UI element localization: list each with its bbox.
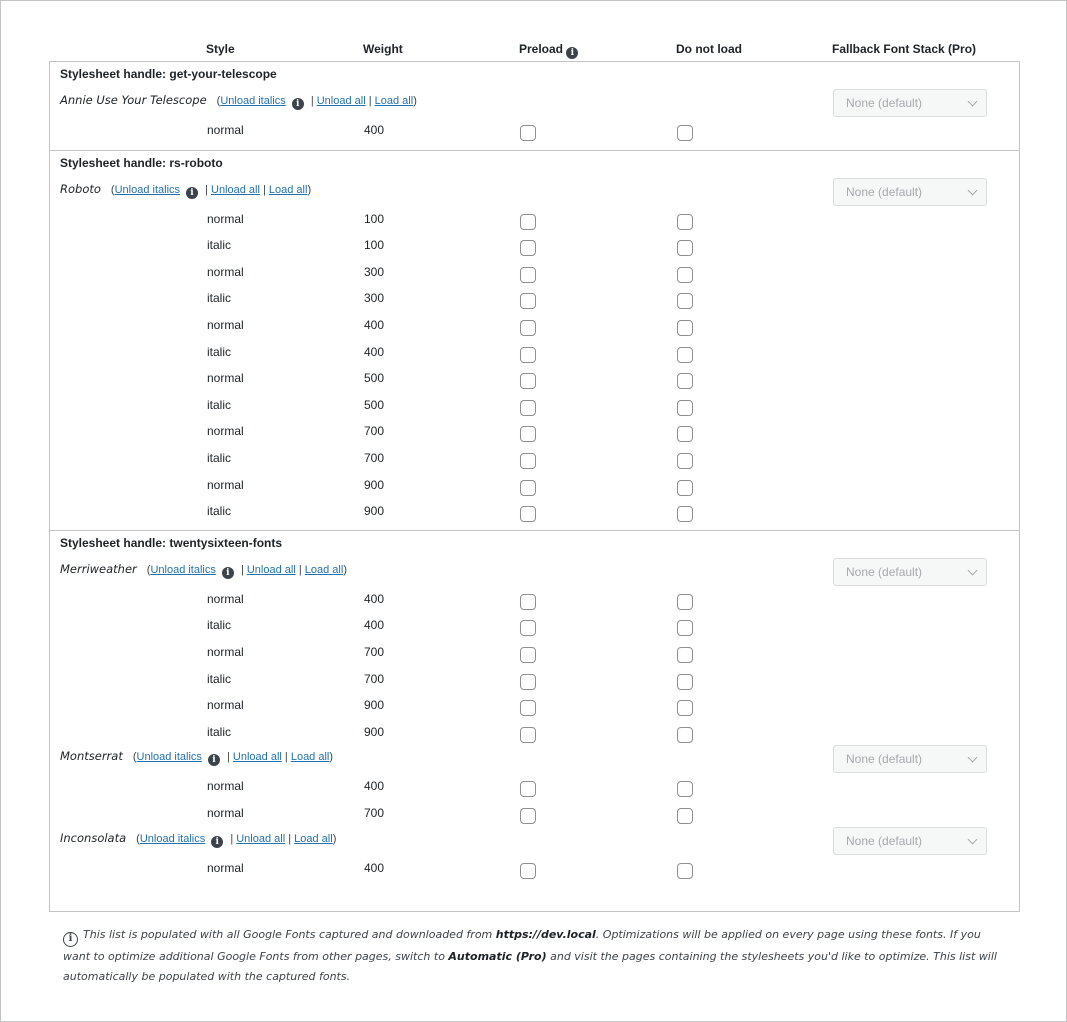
fallback-font-select[interactable]: [833, 178, 987, 206]
variant-style: normal: [207, 211, 244, 226]
font-variant-row: [50, 614, 1019, 640]
variant-style: normal: [207, 371, 244, 386]
font-variant-row: [50, 588, 1019, 614]
font-variant-row: [50, 694, 1019, 720]
variant-style: normal: [207, 698, 244, 713]
stylesheet-section: [50, 530, 1019, 886]
do-not-load-checkbox[interactable]: [677, 727, 693, 743]
variant-style: normal: [207, 424, 244, 439]
variant-style: italic: [207, 671, 232, 686]
preload-checkbox[interactable]: [520, 214, 536, 230]
preload-checkbox[interactable]: [520, 320, 536, 336]
preload-checkbox[interactable]: [520, 125, 536, 141]
fallback-select-value: None (default): [846, 564, 923, 579]
variant-weight: 400: [364, 618, 385, 633]
variant-weight: 700: [364, 805, 385, 820]
info-circle-icon: i: [63, 932, 78, 947]
separator: |: [240, 563, 244, 576]
separator: |: [230, 832, 234, 845]
font-variant-row: [50, 314, 1019, 340]
unload-italics-link[interactable]: Unload italics: [136, 751, 202, 764]
variant-style: italic: [207, 450, 232, 465]
info-icon[interactable]: i: [211, 836, 223, 848]
font-family-name: Inconsolata: [60, 830, 127, 845]
font-variant-row: [50, 857, 1019, 883]
font-variant-row: [50, 775, 1019, 801]
unload-italics-link[interactable]: Unload italics: [220, 95, 286, 107]
paren-close: ): [413, 95, 417, 107]
variant-weight: 300: [364, 264, 385, 279]
font-family-row: [60, 93, 417, 110]
paren-close: ): [329, 751, 334, 764]
fonts-table: [49, 61, 1020, 912]
variant-weight: 700: [364, 644, 385, 659]
variant-style: italic: [207, 291, 232, 306]
separator: |: [205, 183, 208, 196]
font-family-row: [60, 182, 311, 199]
load-all-link[interactable]: Load all: [294, 832, 333, 845]
font-variant-row: [50, 261, 1019, 287]
separator: |: [284, 751, 288, 764]
preload-checkbox[interactable]: [520, 426, 536, 442]
variant-style: normal: [207, 123, 244, 137]
stylesheet-section: [50, 62, 1019, 150]
stylesheet-handle: Stylesheet handle: get-your-telescope: [60, 67, 277, 81]
separator: |: [288, 832, 292, 845]
variant-style: italic: [207, 397, 232, 412]
unload-all-link[interactable]: Unload all: [246, 563, 296, 576]
unload-italics-link[interactable]: Unload italics: [150, 563, 216, 576]
variant-weight: 700: [364, 671, 385, 686]
load-all-link[interactable]: Load all: [268, 183, 308, 196]
font-variant-row: [50, 420, 1019, 446]
preload-checkbox[interactable]: [520, 267, 536, 283]
fallback-select-value: None (default): [846, 184, 923, 199]
font-actions: [111, 184, 311, 196]
do-not-load-checkbox[interactable]: [677, 647, 693, 663]
separator: |: [310, 95, 314, 107]
do-not-load-checkbox[interactable]: [677, 267, 693, 283]
variant-weight: 100: [364, 238, 385, 253]
preload-checkbox[interactable]: [520, 863, 536, 879]
variant-weight: 400: [364, 860, 385, 875]
footnote-mode: Automatic (Pro): [448, 950, 547, 963]
do-not-load-checkbox[interactable]: [677, 808, 693, 824]
do-not-load-checkbox[interactable]: [677, 480, 693, 496]
variant-weight: 700: [364, 450, 385, 465]
do-not-load-checkbox[interactable]: [677, 373, 693, 389]
font-family-name: Annie Use Your Telescope: [60, 93, 207, 107]
do-not-load-checkbox[interactable]: [677, 781, 693, 797]
paren-open: (: [110, 183, 115, 196]
do-not-load-checkbox[interactable]: [677, 506, 693, 522]
chevron-down-icon: [968, 185, 978, 195]
variant-style: normal: [207, 264, 244, 279]
column-style: Style: [206, 42, 235, 56]
variant-weight: 400: [364, 344, 385, 359]
font-family-row: [60, 749, 333, 766]
preload-checkbox[interactable]: [520, 480, 536, 496]
column-weight: Weight: [363, 42, 403, 56]
font-actions: [132, 751, 334, 766]
unload-all-link[interactable]: Unload all: [211, 183, 260, 196]
font-family-name: Montserrat: [60, 749, 123, 764]
preload-checkbox[interactable]: [520, 727, 536, 743]
stylesheet-handle: Stylesheet handle: rs-roboto: [60, 155, 223, 170]
variant-style: normal: [207, 805, 244, 820]
variant-style: italic: [207, 344, 232, 359]
preload-checkbox[interactable]: [520, 373, 536, 389]
variant-weight: 900: [364, 477, 385, 492]
font-variant-row: [50, 394, 1019, 420]
preload-checkbox[interactable]: [520, 620, 536, 636]
column-fallback: Fallback Font Stack (Pro): [832, 42, 977, 56]
preload-checkbox[interactable]: [520, 674, 536, 690]
fallback-select-value: None (default): [846, 752, 923, 767]
font-variant-row: [50, 721, 1019, 747]
fallback-select-value: None (default): [846, 96, 923, 110]
stylesheet-handle: Stylesheet handle: twentysixteen-fonts: [60, 535, 283, 550]
paren-open: (: [146, 563, 151, 576]
footnote-url: https://dev.local: [495, 928, 596, 941]
load-all-link[interactable]: Load all: [304, 563, 344, 576]
chevron-down-icon: [968, 834, 978, 844]
variant-weight: 100: [364, 211, 385, 226]
info-icon[interactable]: i: [292, 98, 304, 110]
info-icon[interactable]: i: [186, 187, 198, 199]
preload-checkbox[interactable]: [520, 347, 536, 363]
paren-close: ): [332, 832, 337, 845]
preload-checkbox[interactable]: [520, 808, 536, 824]
font-variant-row: [50, 641, 1019, 667]
paren-open: (: [132, 751, 137, 764]
variant-weight: 900: [364, 724, 385, 739]
font-family-name: Merriweather: [60, 561, 137, 576]
variant-weight: 400: [364, 591, 385, 606]
separator: |: [262, 183, 266, 196]
do-not-load-checkbox[interactable]: [677, 214, 693, 230]
column-do-not-load: Do not load: [676, 42, 742, 56]
do-not-load-checkbox[interactable]: [677, 426, 693, 442]
variant-style: normal: [207, 779, 244, 794]
variant-weight: 400: [364, 317, 385, 332]
variant-style: normal: [207, 860, 244, 875]
fallback-select-value: None (default): [846, 833, 923, 848]
variant-weight: 400: [364, 123, 385, 137]
paren-open: (: [136, 832, 140, 845]
paren-close: ): [307, 183, 312, 196]
preload-checkbox[interactable]: [520, 453, 536, 469]
preload-checkbox[interactable]: [520, 400, 536, 416]
font-family-row: [60, 831, 336, 848]
table-header: [49, 39, 1020, 61]
unload-italics-link[interactable]: Unload italics: [139, 832, 206, 845]
do-not-load-checkbox[interactable]: [677, 863, 693, 879]
unload-all-link[interactable]: Unload all: [232, 751, 282, 764]
preload-checkbox[interactable]: [520, 647, 536, 663]
font-actions: [217, 95, 417, 107]
fallback-font-select[interactable]: [833, 745, 987, 773]
font-family-row: [60, 562, 347, 579]
do-not-load-checkbox[interactable]: [677, 400, 693, 416]
column-preload-label: Preload: [519, 42, 564, 56]
column-preload: [519, 42, 578, 59]
variant-weight: 900: [364, 504, 385, 519]
do-not-load-checkbox[interactable]: [677, 293, 693, 309]
do-not-load-checkbox[interactable]: [677, 453, 693, 469]
variant-style: normal: [207, 644, 244, 659]
info-icon[interactable]: i: [222, 567, 234, 579]
font-variant-row: [50, 367, 1019, 393]
variant-style: italic: [207, 724, 232, 739]
variant-style: italic: [207, 238, 232, 253]
paren-close: ): [343, 563, 347, 576]
unload-italics-link[interactable]: Unload italics: [114, 183, 181, 196]
do-not-load-checkbox[interactable]: [677, 700, 693, 716]
font-variant-row: [50, 447, 1019, 473]
font-variant-row: [50, 341, 1019, 367]
unload-all-link[interactable]: Unload all: [316, 95, 366, 107]
footnote: [63, 925, 1009, 987]
preload-checkbox[interactable]: [520, 240, 536, 256]
font-variant-row: [50, 287, 1019, 313]
separator: |: [368, 95, 372, 107]
variant-style: italic: [207, 618, 232, 633]
chevron-down-icon: [968, 97, 978, 107]
font-variant-row: [50, 802, 1019, 828]
chevron-down-icon: [968, 565, 978, 575]
variant-weight: 300: [364, 291, 385, 306]
separator: |: [227, 751, 230, 764]
variant-style: italic: [207, 504, 232, 519]
fallback-font-select[interactable]: [833, 827, 987, 855]
variant-weight: 500: [364, 397, 385, 412]
preload-checkbox[interactable]: [520, 506, 536, 522]
variant-weight: 700: [364, 424, 385, 439]
fallback-font-select[interactable]: [833, 558, 987, 586]
variant-weight: 400: [364, 779, 385, 794]
info-icon[interactable]: i: [208, 754, 220, 766]
do-not-load-checkbox[interactable]: [677, 620, 693, 636]
do-not-load-checkbox[interactable]: [677, 125, 693, 141]
load-all-link[interactable]: Load all: [374, 95, 414, 107]
font-variant-row: [50, 119, 1019, 145]
stylesheet-section: [50, 150, 1019, 530]
font-variant-row: [50, 208, 1019, 234]
load-all-link[interactable]: Load all: [290, 751, 330, 764]
fallback-font-select[interactable]: [833, 89, 987, 117]
paren-open: (: [216, 95, 221, 107]
do-not-load-checkbox[interactable]: [677, 320, 693, 336]
variant-weight: 500: [364, 371, 385, 386]
variant-style: normal: [207, 591, 244, 606]
font-actions: [147, 564, 347, 576]
do-not-load-checkbox[interactable]: [677, 240, 693, 256]
font-variant-row: [50, 474, 1019, 500]
preload-checkbox[interactable]: [520, 700, 536, 716]
preload-checkbox[interactable]: [520, 594, 536, 610]
chevron-down-icon: [968, 753, 978, 763]
do-not-load-checkbox[interactable]: [677, 674, 693, 690]
variant-style: normal: [207, 477, 244, 492]
font-family-name: Roboto: [60, 181, 101, 196]
do-not-load-checkbox[interactable]: [677, 347, 693, 363]
font-variant-row: [50, 234, 1019, 260]
variant-weight: 900: [364, 698, 385, 713]
preload-checkbox[interactable]: [520, 781, 536, 797]
footnote-text-2: . Optimizations will be applied on every page using these fonts. If you want to optimize additional Google Fonts from other pages, switch to: [63, 928, 981, 963]
footnote-text-3: and visit the pages containing the stylesheets you'd like to optimize. This list will automatically be populated with the captured fonts.: [63, 950, 997, 983]
font-variant-row: [50, 668, 1019, 694]
separator: |: [298, 563, 302, 576]
font-actions: [136, 833, 336, 845]
preload-checkbox[interactable]: [520, 293, 536, 309]
unload-all-link[interactable]: Unload all: [236, 832, 286, 845]
info-icon[interactable]: i: [566, 47, 578, 59]
variant-style: normal: [207, 317, 244, 332]
footnote-text-1: This list is populated with all Google Fonts captured and downloaded from: [83, 928, 496, 941]
do-not-load-checkbox[interactable]: [677, 594, 693, 610]
font-variant-row: [50, 500, 1019, 526]
